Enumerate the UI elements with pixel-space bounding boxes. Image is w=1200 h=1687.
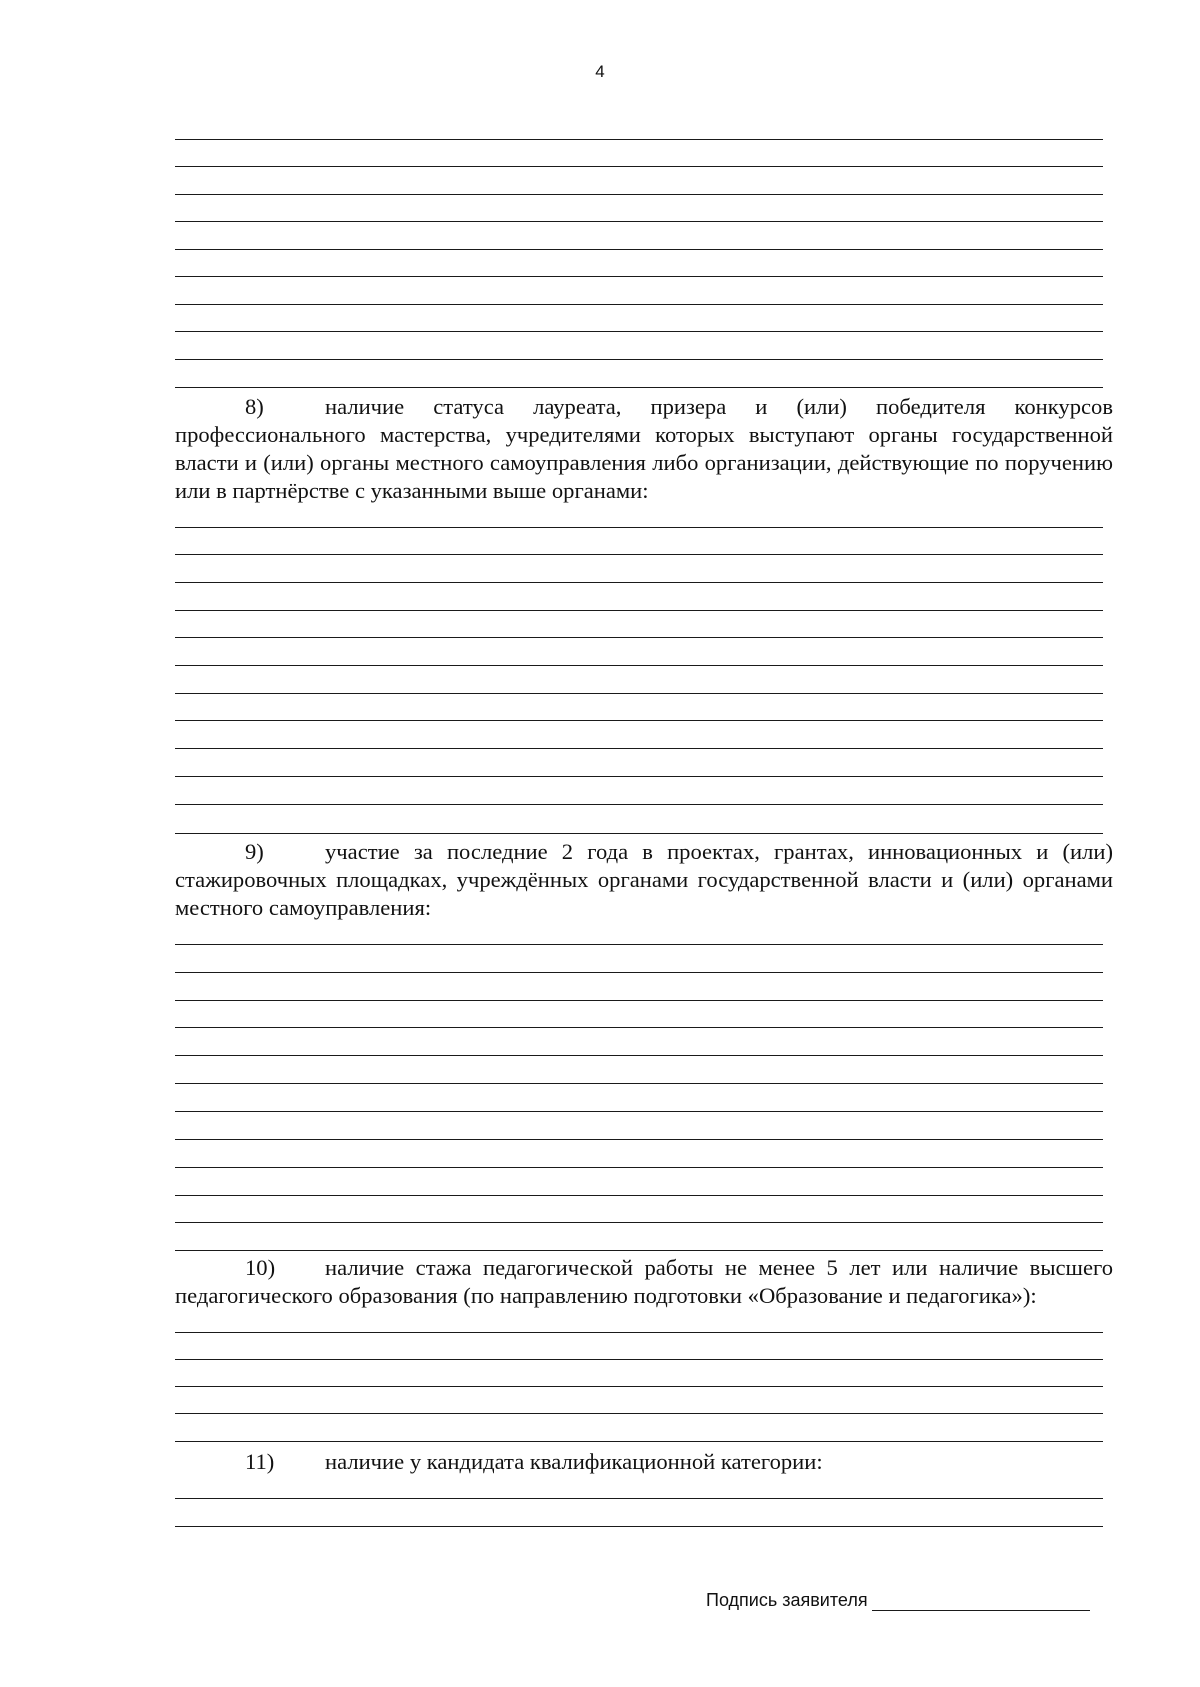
item-9 (175, 838, 1113, 922)
item-11-number: 11) (245, 1449, 275, 1474)
answer-line[interactable] (175, 1332, 1103, 1333)
answer-line[interactable] (175, 1498, 1103, 1499)
answer-line[interactable] (175, 1386, 1103, 1387)
answer-line[interactable] (175, 166, 1103, 167)
answer-line[interactable] (175, 249, 1103, 250)
item-11-text: наличие у кандидата квалификационной категории: (325, 1449, 823, 1474)
answer-line[interactable] (175, 665, 1103, 666)
answer-line[interactable] (175, 1413, 1103, 1414)
answer-line[interactable] (175, 304, 1103, 305)
answer-line[interactable] (175, 748, 1103, 749)
signature-label: Подпись заявителя (706, 1590, 868, 1610)
answer-line[interactable] (175, 582, 1103, 583)
item-11 (175, 1448, 1113, 1476)
answer-line[interactable] (175, 221, 1103, 222)
answer-line[interactable] (175, 527, 1103, 528)
answer-line[interactable] (175, 776, 1103, 777)
answer-line[interactable] (175, 1441, 1103, 1442)
answer-line[interactable] (175, 1000, 1103, 1001)
answer-line[interactable] (175, 610, 1103, 611)
item-11-paragraph (175, 1448, 1113, 1476)
answer-line[interactable] (175, 1083, 1103, 1084)
item-9-text: участие за последние 2 года в проектах, грантах, инновационных и (или) стажировочных площадках, учреждённых органами государственной власти и (или) органами местного самоуправления: (175, 839, 1113, 920)
answer-line[interactable] (175, 1167, 1103, 1168)
answer-line[interactable] (175, 637, 1103, 638)
answer-line[interactable] (175, 720, 1103, 721)
item-9-number: 9) (245, 839, 264, 864)
answer-line[interactable] (175, 833, 1103, 834)
answer-line[interactable] (175, 1195, 1103, 1196)
item-10 (175, 1254, 1113, 1310)
item-8-number: 8) (245, 394, 264, 419)
answer-line[interactable] (175, 359, 1103, 360)
item-9-paragraph (175, 838, 1113, 922)
answer-line[interactable] (175, 387, 1103, 388)
answer-line[interactable] (175, 1250, 1103, 1251)
answer-line[interactable] (175, 139, 1103, 140)
answer-line[interactable] (175, 1359, 1103, 1360)
answer-line[interactable] (175, 972, 1103, 973)
answer-line[interactable] (175, 194, 1103, 195)
signature-line[interactable] (872, 1594, 1090, 1611)
item-10-number: 10) (245, 1255, 276, 1280)
item-8-text: наличие статуса лауреата, призера и (или) победителя конкурсов профессионального мастерства, учредителями которых выступают органы государственной власти и (или) органы местного самоуправления либо организации, действующие по поручению или в партнёрстве с указанными выше органами: (175, 394, 1113, 503)
answer-line[interactable] (175, 1222, 1103, 1223)
item-10-paragraph (175, 1254, 1113, 1310)
page-number: 4 (595, 62, 605, 81)
answer-line[interactable] (175, 1526, 1103, 1527)
answer-line[interactable] (175, 1139, 1103, 1140)
answer-line[interactable] (175, 1027, 1103, 1028)
item-8 (175, 393, 1113, 505)
answer-line[interactable] (175, 944, 1103, 945)
answer-line[interactable] (175, 554, 1103, 555)
answer-line[interactable] (175, 1055, 1103, 1056)
answer-line[interactable] (175, 276, 1103, 277)
answer-line[interactable] (175, 1111, 1103, 1112)
answer-line[interactable] (175, 804, 1103, 805)
answer-line[interactable] (175, 693, 1103, 694)
signature-block (706, 1590, 1090, 1611)
item-8-paragraph (175, 393, 1113, 505)
item-10-text: наличие стажа педагогической работы не менее 5 лет или наличие высшего педагогического образования (по направлению подготовки «Образование и педагогика»): (175, 1255, 1113, 1308)
answer-line[interactable] (175, 331, 1103, 332)
